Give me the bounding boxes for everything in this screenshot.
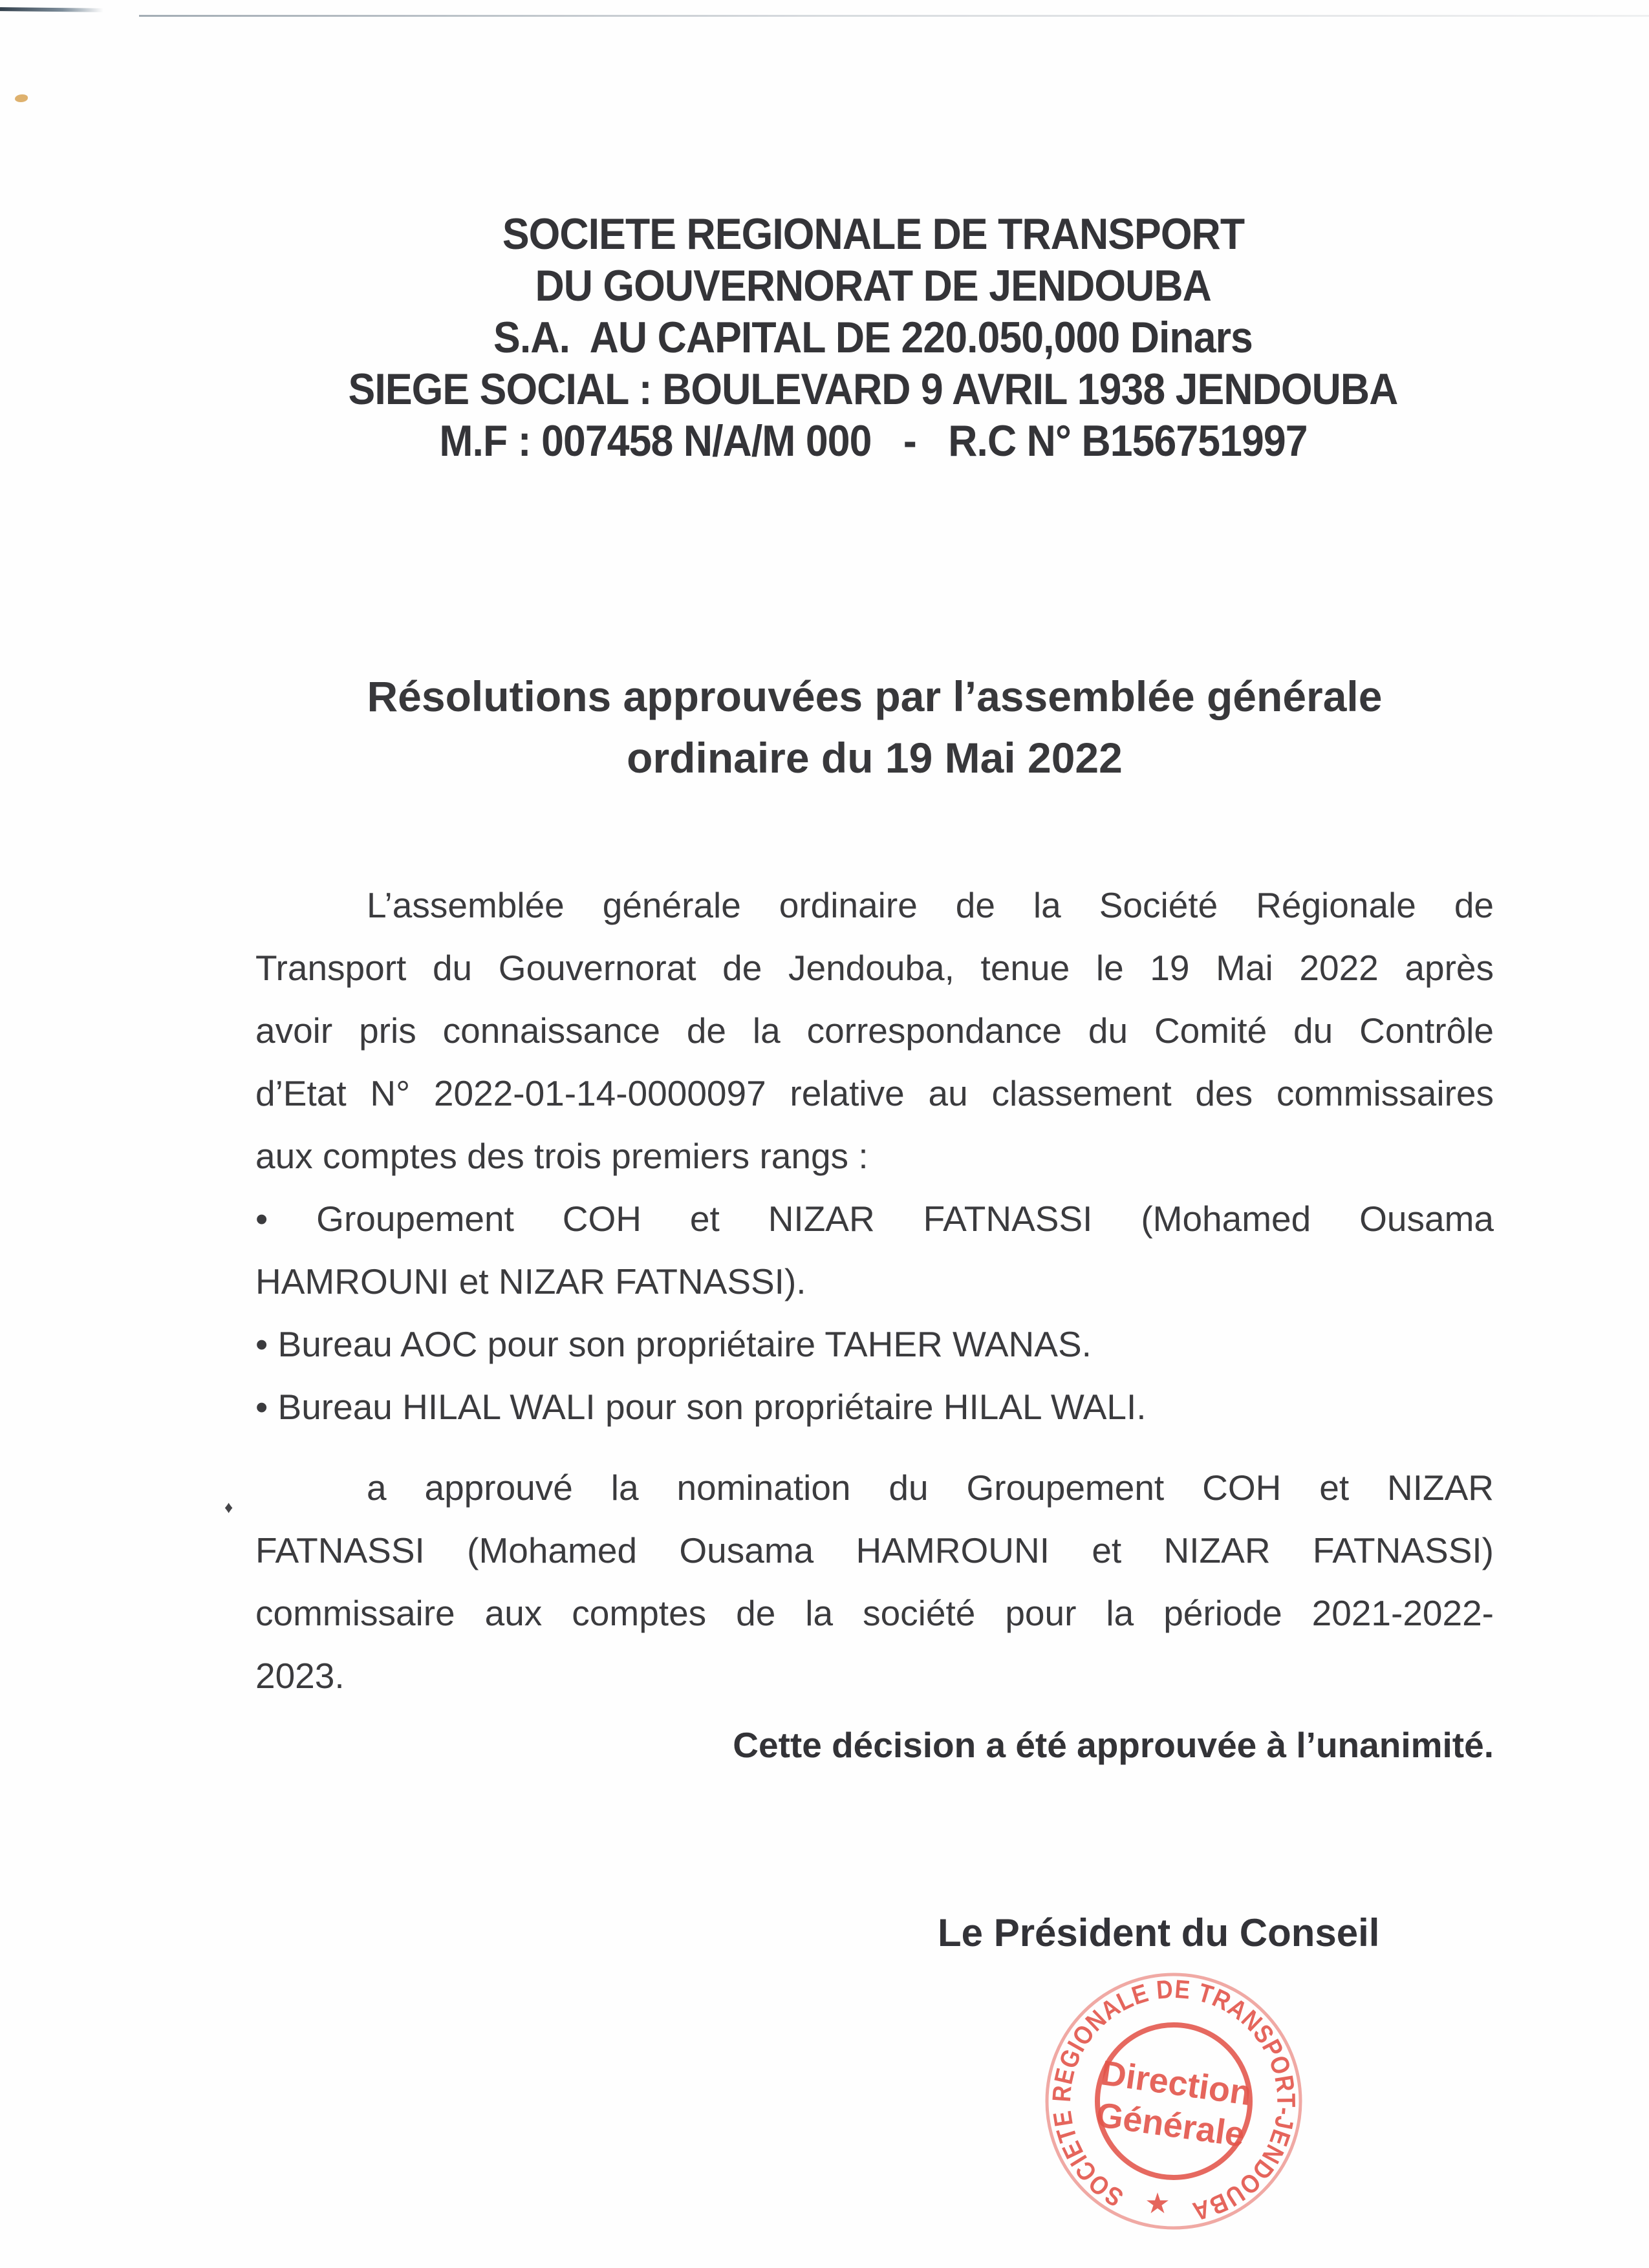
paragraph2-line: commissaire aux comptes de la société pour la période 2021-2022-	[255, 1593, 1494, 1633]
paragraph2-text: a approuvé la nomination du Groupement COH et NIZAR	[367, 1468, 1494, 1508]
stamp-star-icon: ★	[1145, 2188, 1170, 2220]
paragraph1-line: aux comptes des trois premiers rangs :	[255, 1136, 868, 1176]
bullet-item-groupement: • Groupement COH et NIZAR FATNASSI (Mohamed Ousama	[255, 1199, 1494, 1239]
paragraph2-line	[224, 1457, 1494, 1519]
bullet-item-bureau-aoc: • Bureau AOC pour son propriétaire TAHER WANAS.	[255, 1324, 1092, 1364]
paragraph1-line: Transport du Gouvernorat de Jendouba, tenue le 19 Mai 2022 après	[255, 948, 1494, 988]
paragraph1-line: avoir pris connaissance de la correspondance du Comité du Contrôle	[255, 1011, 1494, 1051]
stamp-center-group	[1093, 2053, 1254, 2154]
company-address-line: SIEGE SOCIAL : BOULEVARD 9 AVRIL 1938 JENDOUBA	[348, 365, 1398, 414]
company-name-line: DU GOUVERNORAT DE JENDOUBA	[535, 261, 1211, 310]
bullet-item-bureau-hilal: • Bureau HILAL WALI pour son propriétaire HILAL WALI.	[255, 1387, 1147, 1427]
company-capital-line: S.A. AU CAPITAL DE 220.050,000 Dinars	[493, 313, 1253, 362]
scan-artifact-line	[0, 7, 103, 12]
paragraph-marker-icon: ♦	[224, 1497, 233, 1517]
stamp-center-line1: Direction	[1098, 2053, 1254, 2113]
paragraph1-line: L’assemblée générale ordinaire de la Société Régionale de	[367, 885, 1494, 925]
stamp-ring-text: SOCIETE REGIONALE DE TRANSPORT-JENDOUBA	[1047, 1974, 1300, 2227]
scan-speck	[15, 94, 28, 102]
stamp-center-line2: Générale	[1094, 2095, 1247, 2155]
paragraph2-line: 2023.	[255, 1656, 345, 1696]
signature-title: Le Président du Conseil	[938, 1911, 1380, 1954]
company-registration-line: M.F : 007458 N/A/M 000 - R.C N° B156751997	[438, 416, 1308, 465]
document-title-line: ordinaire du 19 Mai 2022	[627, 734, 1123, 782]
resolution-body	[224, 874, 1494, 1777]
scan-artifact-line	[139, 15, 1649, 17]
company-stamp	[1002, 1930, 1345, 2268]
decision-statement: Cette décision a été approuvée à l’unanimité.	[733, 1725, 1494, 1765]
document-title	[255, 666, 1494, 789]
company-name-line: SOCIETE REGIONALE DE TRANSPORT	[502, 209, 1244, 259]
paragraph1-line: d’Etat N° 2022-01-14-0000097 relative au classement des commissaires	[255, 1073, 1494, 1113]
document-title-line: Résolutions approuvées par l’assemblée générale	[367, 672, 1383, 720]
company-letterhead	[194, 208, 1552, 467]
bullet-item-groupement-cont: HAMROUNI et NIZAR FATNASSI).	[255, 1261, 806, 1301]
paragraph2-line: FATNASSI (Mohamed Ousama HAMROUNI et NIZAR FATNASSI)	[255, 1530, 1494, 1570]
